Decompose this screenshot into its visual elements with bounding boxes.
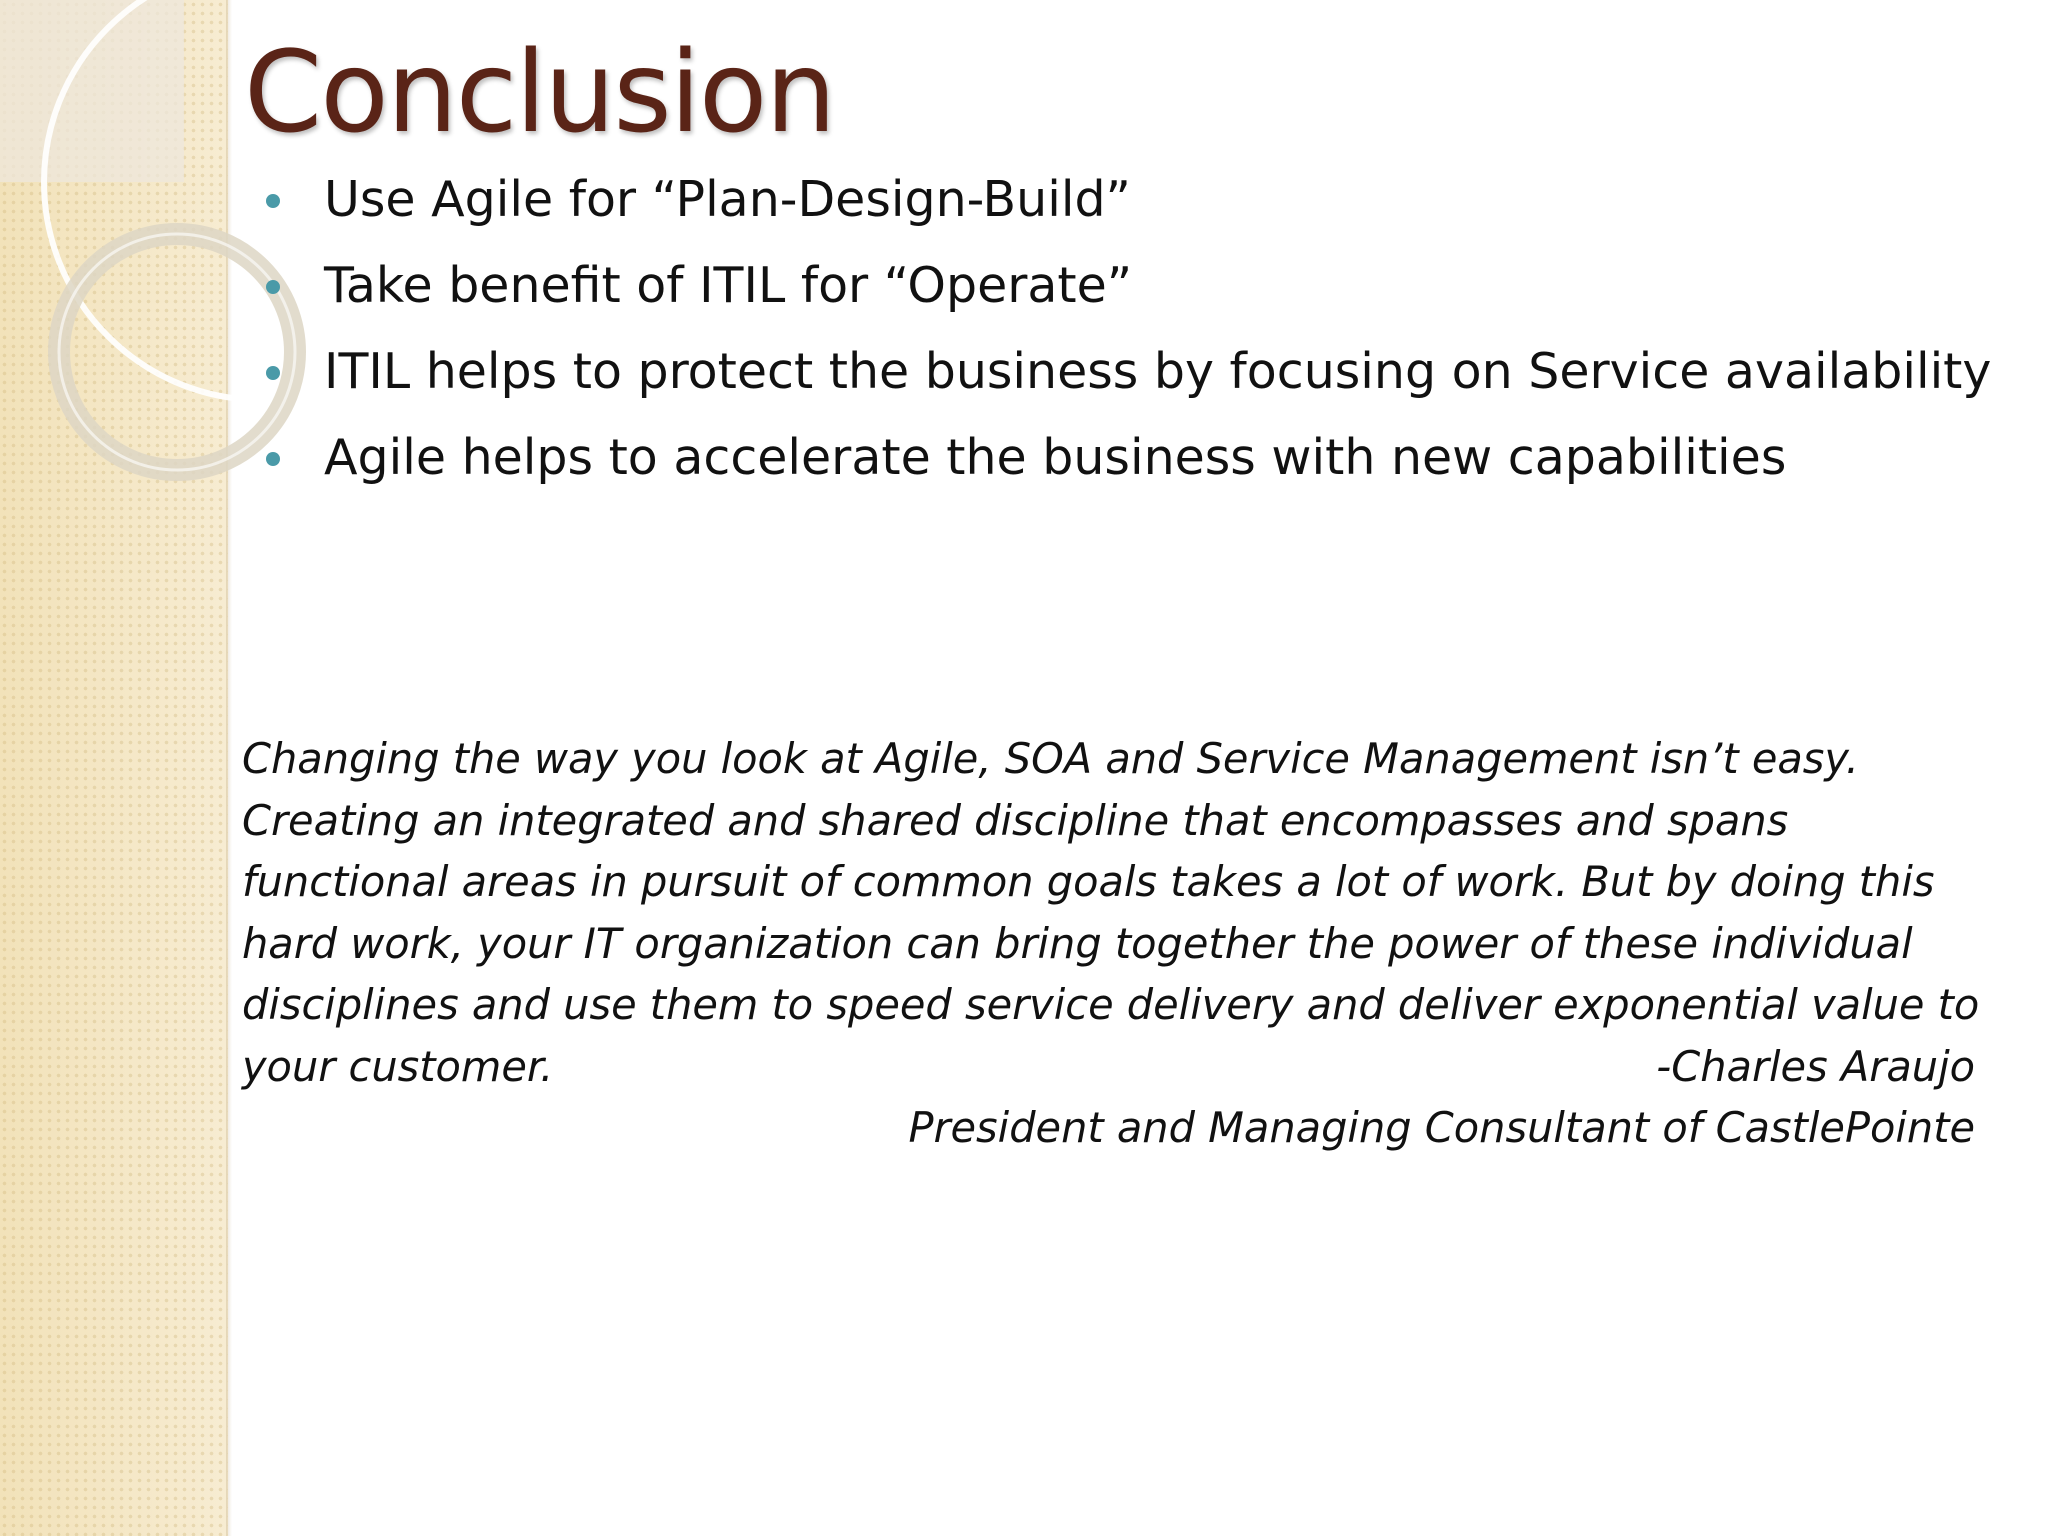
bullet-text: Agile helps to accelerate the business with new capabilities — [324, 429, 1787, 486]
bullet-marker-icon — [266, 366, 280, 380]
slide-title: Conclusion — [244, 28, 835, 158]
bullet-marker-icon — [266, 194, 280, 208]
bullet-text: Use Agile for “Plan-Design-Build” — [324, 171, 1131, 228]
quote-text: Changing the way you look at Agile, SOA and Service Management isn’t easy. Creating an integrated and shared discipline that encompasses and spans functional areas in pursuit of common goals takes a lot of work. But by doing this hard work, your IT organization can bring together the power of these individual disciplines and use them to speed service delivery and deliver exponential value to your customer. — [242, 734, 1980, 1091]
bullet-marker-icon — [266, 452, 280, 466]
bullet-text: ITIL helps to protect the business by focusing on Service availability — [324, 343, 1992, 400]
bullet-item — [260, 250, 1991, 336]
quote-author: -Charles Araujo — [1656, 1042, 1975, 1091]
bullet-item — [260, 164, 1991, 250]
quote-author-title: President and Managing Consultant of CastlePointe — [908, 1103, 1975, 1152]
bullet-marker-icon — [266, 280, 280, 294]
bullet-item — [260, 336, 1991, 422]
bullet-item — [260, 422, 1991, 508]
bullet-list — [260, 164, 1991, 508]
decorative-square — [0, 0, 184, 182]
bullet-text: Take benefit of ITIL for “Operate” — [324, 257, 1133, 314]
